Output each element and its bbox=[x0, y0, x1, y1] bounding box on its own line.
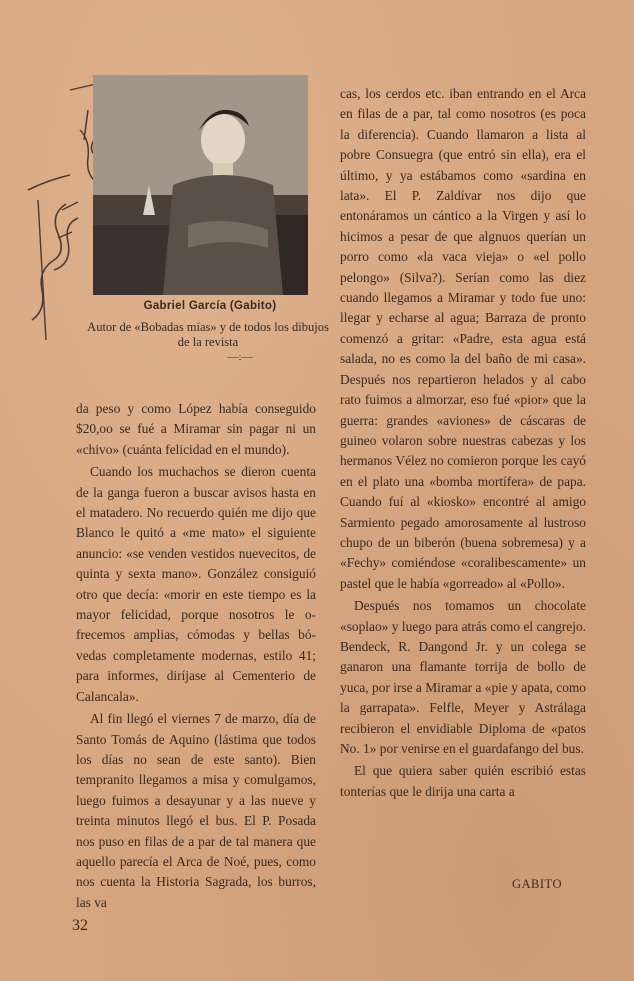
portrait-photo bbox=[93, 75, 308, 295]
paragraph: cas, los cerdos etc. iban entrando en el Arca en filas de a par, tal como nosotros (es poca la diferencia). Cuando llamaron a lista al pobre Consuegra (que entró sin ella), era el último, y ya estábamos como «sardina en lata». El P. Zaldívar nos dijo que entonáramos un cántico a la Virgen y así lo hicimos a pesar de que algnuos querían un porro como «la vaca vieja» o «el pollo pelongo» (Silva?). Serían como las diez cuando llegamos a Miramar y todo fue uno: llegar y echarse al agua; Barraza de pronto comenzó a gritar: «Padre, esta agua está salada, no es como la del baño de mi casa». Después nos repartieron helados y al cabo rato fuimos a almorzar, eso fué «pior» que la guerra: grandes «aviones» de cáscaras de guineo volaron sobre nuestras cabezas y los hermanos Vélez no comieron porque les cayó en el plato una «bomba mortífera» de papa. Cuando fuí al «kiosko» encontré al amigo Sarmiento pegado amorosamente al lustroso chupo de un biberón (buena sobremesa) y a «Fechy» comiéndose «coralibescamente» un pastel que le había «gorreado» al «Pollo». bbox=[340, 86, 586, 591]
left-text-column bbox=[76, 399, 316, 915]
photo-caption-description: Autor de «Bobadas mías» y de todos los dibujos de la revista bbox=[87, 320, 329, 349]
photo-caption-name: Gabriel García (Gabito) bbox=[143, 300, 277, 312]
caption-separator: —:— bbox=[227, 351, 253, 363]
paragraph: El que quiera saber quién escribió estas tonterías que le dirija una carta a bbox=[340, 763, 586, 799]
paragraph: Al fin llegó el viernes 7 de marzo, día de Santo Tomás de Aquino (lástima que todos los días no sean de este santo). Bien tempranito llegamos a misa y comulgamos, luego fuimos a desayunar y a las nueve y treinta minutos llegó el bus. El P. Posada nos puso en filas de a par de tal manera que aquello parecía el Arca de Noé, pues, como nos cuenta la Historia Sagrada, los burros, las va bbox=[76, 711, 316, 910]
author-signature: GABITO bbox=[512, 877, 562, 891]
paragraph: Cuando los muchachos se dieron cuenta de la ganga fueron a buscar avisos hasta en el matadero. No recuerdo quién me dijo que Blanco le quitó a «me mato» el siguiente anuncio: «se venden vestidos nuevecitos, de quinta y sexta mano». González consiguió otro que decía: «morir en este tiempo es la mayor felicidad, porque nosotros le ofrecemos amplias, cómodas y bellas bóvedas completamente modernas, estilo 41; para informes, diríjase al Cementerio de Calancala». bbox=[76, 464, 316, 704]
right-text-column bbox=[340, 84, 586, 804]
page-number: 32 bbox=[72, 917, 88, 934]
paragraph: Después nos tomamos un chocolate «soplao» y luego para atrás como el cangrejo. Bendeck, R. Dangond Jr. y un colega se ganaron una flamante torrija de bollo de yuca, por irse a Miramar a «pie y apata, como la garrapata». Felfle, Meyer y Astrálaga recibieron el envidiable Diploma de «patos No. 1» por venirse en el guardafango del bus. bbox=[340, 598, 586, 756]
paragraph: da peso y como López había conseguido $20,oo se fué a Miramar sin pagar ni un «chivo» (cuánta felicidad en el mundo). bbox=[76, 401, 316, 457]
